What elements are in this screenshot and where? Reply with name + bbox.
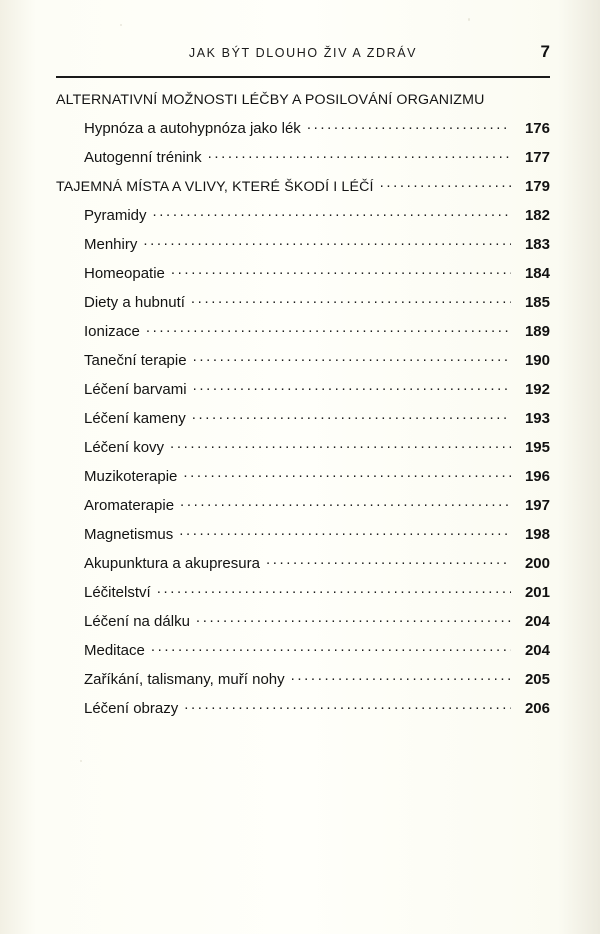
dot-leader xyxy=(171,262,511,278)
dot-leader xyxy=(192,407,511,423)
dot-leader xyxy=(380,175,511,191)
toc-entry-label: Pyramidy xyxy=(84,207,147,224)
toc-entry[interactable] xyxy=(56,668,550,688)
toc-entry[interactable] xyxy=(56,436,550,456)
toc-entry[interactable] xyxy=(56,523,550,543)
toc-entry-label: ALTERNATIVNÍ MOŽNOSTI LÉČBY A POSILOVÁNÍ ORGANIZMU xyxy=(56,92,485,108)
toc-entry-page-number: 195 xyxy=(524,439,550,456)
dot-leader xyxy=(307,117,511,133)
toc-entry-label: Léčení kovy xyxy=(84,439,165,456)
toc-entry-label: Autogenní trénink xyxy=(84,149,202,166)
toc-entry[interactable] xyxy=(56,349,550,369)
toc-entry-page-number: 183 xyxy=(524,236,550,253)
dot-leader xyxy=(291,668,511,684)
page-number: 7 xyxy=(540,42,550,61)
dot-leader xyxy=(180,494,511,510)
toc-entry-page-number: 204 xyxy=(524,642,550,659)
dot-leader xyxy=(193,349,511,365)
toc-entry-page-number: 205 xyxy=(524,671,550,688)
toc-entry-page-number: 196 xyxy=(524,468,550,485)
toc-entry[interactable] xyxy=(56,697,550,717)
toc-entry-label: Homeopatie xyxy=(84,265,165,282)
dot-leader xyxy=(191,291,511,307)
running-head: JAK BÝT DLOUHO ŽIV A ZDRÁV xyxy=(188,46,418,60)
toc-entry[interactable] xyxy=(56,291,550,311)
toc-entry-label: Magnetismus xyxy=(84,526,174,543)
toc-entry[interactable] xyxy=(56,407,550,427)
toc-entry-page-number: 198 xyxy=(524,526,550,543)
dot-leader xyxy=(157,581,511,597)
toc-entry-page-number: 190 xyxy=(524,352,550,369)
toc-entry-label: Léčení na dálku xyxy=(84,613,190,630)
dot-leader xyxy=(146,320,511,336)
toc-entry[interactable] xyxy=(56,552,550,572)
toc-entry-label: Diety a hubnutí xyxy=(84,294,185,311)
toc-entry-page-number: 185 xyxy=(524,294,550,311)
dot-leader xyxy=(153,204,511,220)
toc-entry-label: Zaříkání, talismany, muří nohy xyxy=(84,671,285,688)
toc-entry-label: Léčení obrazy xyxy=(84,700,179,717)
dot-leader xyxy=(208,146,511,162)
toc-entry-label: Taneční terapie xyxy=(84,352,187,369)
toc-entry[interactable] xyxy=(56,610,550,630)
toc-entry[interactable] xyxy=(56,262,550,282)
toc-entry-label: Léčitelství xyxy=(84,584,151,601)
header-rule xyxy=(56,76,550,78)
toc-entry[interactable] xyxy=(56,233,550,253)
toc-entry[interactable] xyxy=(56,465,550,485)
toc-entry-label: Menhiry xyxy=(84,236,138,253)
toc-entry[interactable] xyxy=(56,88,550,108)
dot-leader xyxy=(183,465,511,481)
toc-entry-page-number: 184 xyxy=(524,265,550,282)
toc-entry-label: Ionizace xyxy=(84,323,140,340)
dot-leader xyxy=(143,233,511,249)
toc-entry[interactable] xyxy=(56,117,550,137)
toc-entry-label: TAJEMNÁ MÍSTA A VLIVY, KTERÉ ŠKODÍ I LÉČÍ xyxy=(56,179,374,195)
dot-leader xyxy=(170,436,511,452)
dot-leader xyxy=(151,639,511,655)
toc-entry-page-number: 192 xyxy=(524,381,550,398)
toc-entry-page-number: 206 xyxy=(524,700,550,717)
toc-entry[interactable] xyxy=(56,639,550,659)
toc-entry[interactable] xyxy=(56,204,550,224)
toc-entry[interactable] xyxy=(56,320,550,340)
dot-leader xyxy=(196,610,511,626)
toc-entry[interactable] xyxy=(56,175,550,195)
toc-entry-page-number: 189 xyxy=(524,323,550,340)
dot-leader xyxy=(193,378,511,394)
toc-entry-label: Aromaterapie xyxy=(84,497,175,514)
toc-entry-page-number: 179 xyxy=(524,178,550,195)
page-header xyxy=(56,42,550,61)
toc-entry-page-number: 177 xyxy=(524,149,550,166)
toc-entry-page-number: 200 xyxy=(524,555,550,572)
toc-entry-page-number: 182 xyxy=(524,207,550,224)
toc-entry-page-number: 197 xyxy=(524,497,550,514)
dot-leader xyxy=(184,697,511,713)
dot-leader xyxy=(490,88,511,104)
toc-entry[interactable] xyxy=(56,581,550,601)
toc-entry-label: Meditace xyxy=(84,642,145,659)
toc-entry[interactable] xyxy=(56,378,550,398)
toc-entry-label: Muzikoterapie xyxy=(84,468,178,485)
dot-leader xyxy=(179,523,511,539)
toc-entry-page-number: 204 xyxy=(524,613,550,630)
toc-entry-label: Akupunktura a akupresura xyxy=(84,555,260,572)
toc-entry-page-number: 201 xyxy=(524,584,550,601)
toc-entry[interactable] xyxy=(56,146,550,166)
dot-leader xyxy=(266,552,511,568)
table-of-contents xyxy=(56,88,550,726)
toc-entry-page-number: 176 xyxy=(524,120,550,137)
toc-entry-page-number: 193 xyxy=(524,410,550,427)
toc-entry-label: Léčení kameny xyxy=(84,410,186,427)
toc-entry[interactable] xyxy=(56,494,550,514)
toc-entry-label: Léčení barvami xyxy=(84,381,187,398)
toc-entry-label: Hypnóza a autohypnóza jako lék xyxy=(84,120,301,137)
